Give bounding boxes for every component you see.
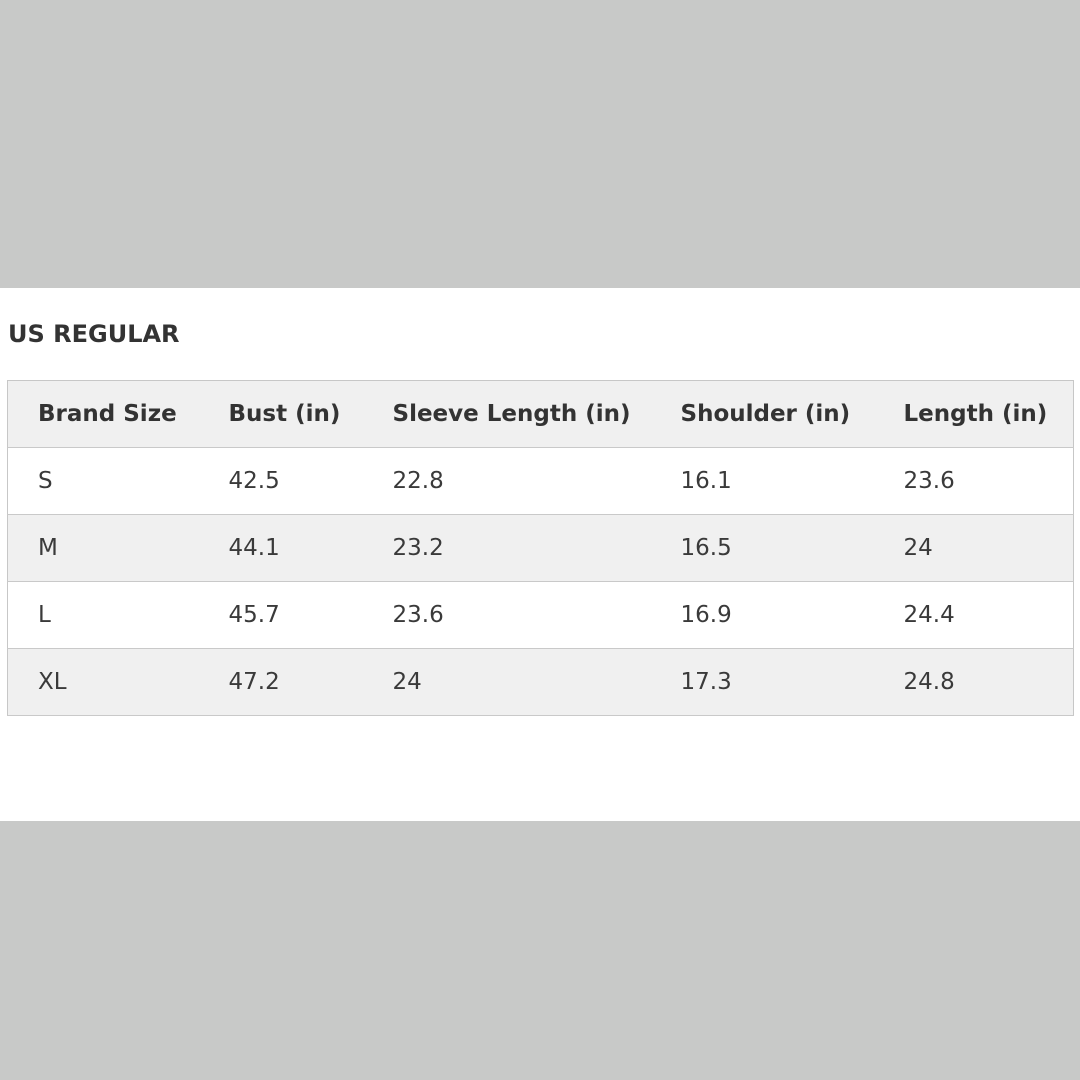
cell-shoulder: 17.3: [651, 649, 874, 716]
header-bust: Bust (in): [199, 381, 363, 448]
cell-sleeve-length: 23.2: [363, 515, 651, 582]
header-brand-size: Brand Size: [8, 381, 199, 448]
cell-length: 23.6: [874, 448, 1074, 515]
cell-length: 24.8: [874, 649, 1074, 716]
cell-brand-size: M: [8, 515, 199, 582]
table-row: [8, 582, 1074, 649]
cell-brand-size: XL: [8, 649, 199, 716]
header-sleeve-length: Sleeve Length (in): [363, 381, 651, 448]
header-length: Length (in): [874, 381, 1074, 448]
table-row: [8, 515, 1074, 582]
top-gray-band: [0, 0, 1080, 288]
cell-shoulder: 16.5: [651, 515, 874, 582]
cell-brand-size: S: [8, 448, 199, 515]
cell-bust: 44.1: [199, 515, 363, 582]
cell-sleeve-length: 22.8: [363, 448, 651, 515]
cell-shoulder: 16.9: [651, 582, 874, 649]
size-chart-panel: [0, 288, 1080, 821]
cell-bust: 42.5: [199, 448, 363, 515]
cell-bust: 45.7: [199, 582, 363, 649]
cell-shoulder: 16.1: [651, 448, 874, 515]
header-shoulder: Shoulder (in): [651, 381, 874, 448]
cell-length: 24: [874, 515, 1074, 582]
table-row: [8, 448, 1074, 515]
table-row: [8, 649, 1074, 716]
bottom-gray-band: [0, 821, 1080, 1080]
cell-sleeve-length: 24: [363, 649, 651, 716]
size-table: [7, 380, 1074, 716]
table-header-row: [8, 381, 1074, 448]
cell-sleeve-length: 23.6: [363, 582, 651, 649]
cell-length: 24.4: [874, 582, 1074, 649]
cell-bust: 47.2: [199, 649, 363, 716]
cell-brand-size: L: [8, 582, 199, 649]
section-title: US REGULAR: [8, 320, 180, 348]
